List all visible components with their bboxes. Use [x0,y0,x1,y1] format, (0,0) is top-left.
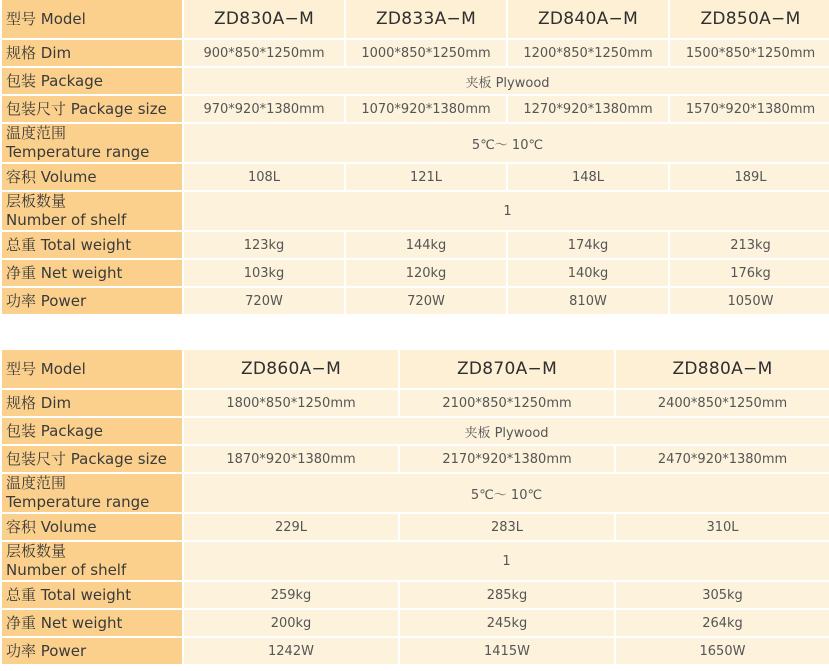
volume-cell: 148L [508,164,668,190]
package-cell: 夹板 Plywood [184,68,829,94]
label-package-size: 包装尺寸 Package size [2,446,182,472]
dim-cell: 2100*850*1250mm [400,390,614,416]
volume-cell: 189L [670,164,829,190]
dim-cell: 1000*850*1250mm [346,40,506,66]
label-volume: 容积 Volume [2,514,182,540]
row-package [2,418,829,444]
volume-cell: 108L [184,164,344,190]
label-temperature [2,474,182,512]
model-cell: ZD850A−M [670,0,829,38]
label-net-weight: 净重 Net weight [2,610,182,636]
model-cell: ZD833A−M [346,0,506,38]
label-temperature-en: Temperature range [6,493,150,511]
label-shelf-cn: 层板数量 [6,192,67,210]
dim-cell: 1800*850*1250mm [184,390,398,416]
net-weight-cell: 120kg [346,260,506,286]
row-model [2,350,829,388]
net-weight-cell: 245kg [400,610,614,636]
total-weight-cell: 144kg [346,232,506,258]
label-shelf [2,542,182,580]
power-cell: 720W [346,288,506,314]
label-shelf-cn: 层板数量 [6,542,67,560]
package-size-cell: 1570*920*1380mm [670,96,829,122]
temperature-cell: 5℃～ 10℃ [184,474,829,512]
net-weight-cell: 264kg [616,610,829,636]
total-weight-cell: 259kg [184,582,398,608]
row-power [2,288,829,314]
label-model: 型号 Model [2,0,182,38]
net-weight-cell: 140kg [508,260,668,286]
label-temperature-en: Temperature range [6,143,150,161]
row-shelf [2,192,829,230]
label-shelf-en: Number of shelf [6,561,127,579]
model-cell: ZD870A−M [400,350,614,388]
label-shelf [2,192,182,230]
package-size-cell: 2470*920*1380mm [616,446,829,472]
volume-cell: 310L [616,514,829,540]
label-temperature [2,124,182,162]
total-weight-cell: 213kg [670,232,829,258]
label-dim: 规格 Dim [2,390,182,416]
row-volume [2,514,829,540]
volume-cell: 121L [346,164,506,190]
package-size-cell: 970*920*1380mm [184,96,344,122]
power-cell: 1050W [670,288,829,314]
row-temperature [2,474,829,512]
package-size-cell: 1070*920*1380mm [346,96,506,122]
net-weight-cell: 200kg [184,610,398,636]
spec-table-2 [0,348,829,666]
row-package-size [2,96,829,122]
dim-cell: 900*850*1250mm [184,40,344,66]
label-dim: 规格 Dim [2,40,182,66]
row-volume [2,164,829,190]
label-volume: 容积 Volume [2,164,182,190]
row-dim [2,40,829,66]
volume-cell: 283L [400,514,614,540]
row-shelf [2,542,829,580]
power-cell: 810W [508,288,668,314]
label-package-size: 包装尺寸 Package size [2,96,182,122]
label-total-weight: 总重 Total weight [2,232,182,258]
label-power: 功率 Power [2,288,182,314]
model-cell: ZD830A−M [184,0,344,38]
temperature-cell: 5℃～ 10℃ [184,124,829,162]
package-cell: 夹板 Plywood [184,418,829,444]
label-model: 型号 Model [2,350,182,388]
row-total-weight [2,582,829,608]
net-weight-cell: 103kg [184,260,344,286]
power-cell: 720W [184,288,344,314]
row-dim [2,390,829,416]
dim-cell: 1500*850*1250mm [670,40,829,66]
dim-cell: 1200*850*1250mm [508,40,668,66]
row-net-weight [2,610,829,636]
package-size-cell: 1270*920*1380mm [508,96,668,122]
label-power: 功率 Power [2,638,182,664]
total-weight-cell: 123kg [184,232,344,258]
row-net-weight [2,260,829,286]
total-weight-cell: 174kg [508,232,668,258]
model-cell: ZD860A−M [184,350,398,388]
label-package: 包装 Package [2,418,182,444]
row-package [2,68,829,94]
total-weight-cell: 285kg [400,582,614,608]
package-size-cell: 2170*920*1380mm [400,446,614,472]
net-weight-cell: 176kg [670,260,829,286]
volume-cell: 229L [184,514,398,540]
shelf-cell: 1 [184,542,829,580]
row-model [2,0,829,38]
power-cell: 1415W [400,638,614,664]
spec-table-1 [0,0,829,316]
label-total-weight: 总重 Total weight [2,582,182,608]
row-total-weight [2,232,829,258]
label-temperature-cn: 温度范围 [6,474,67,492]
row-package-size [2,446,829,472]
row-temperature [2,124,829,162]
model-cell: ZD880A−M [616,350,829,388]
label-temperature-cn: 温度范围 [6,124,67,142]
package-size-cell: 1870*920*1380mm [184,446,398,472]
total-weight-cell: 305kg [616,582,829,608]
label-shelf-en: Number of shelf [6,211,127,229]
row-power [2,638,829,664]
dim-cell: 2400*850*1250mm [616,390,829,416]
power-cell: 1650W [616,638,829,664]
label-package: 包装 Package [2,68,182,94]
shelf-cell: 1 [184,192,829,230]
model-cell: ZD840A−M [508,0,668,38]
power-cell: 1242W [184,638,398,664]
label-net-weight: 净重 Net weight [2,260,182,286]
